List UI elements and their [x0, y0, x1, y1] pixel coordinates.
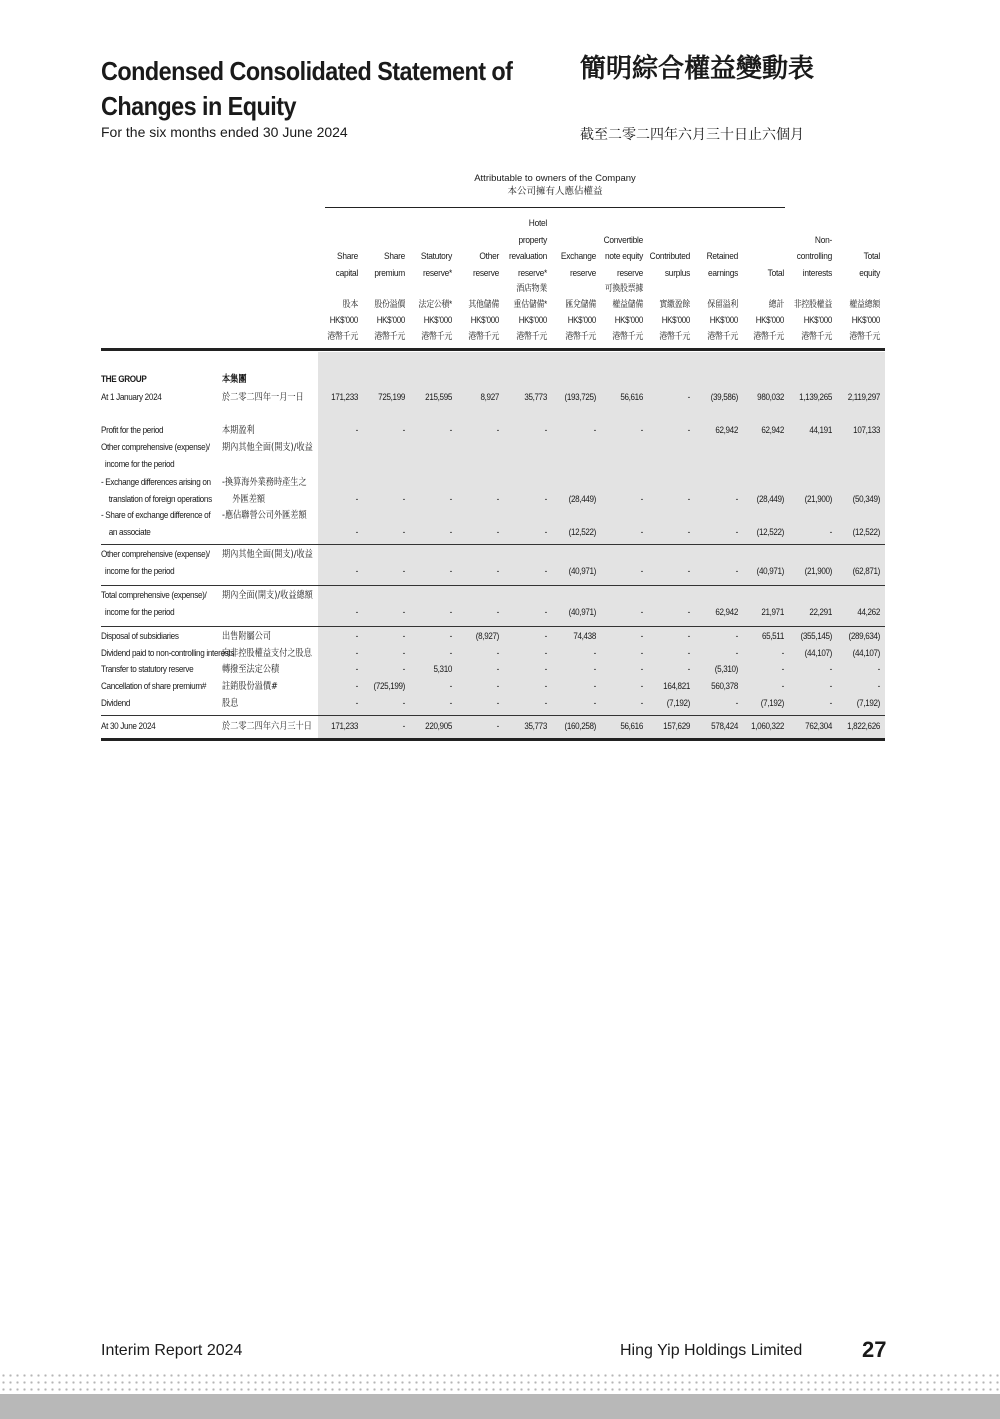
table-cell: 157,629 — [663, 721, 690, 732]
table-cell: (7,192) — [856, 698, 880, 709]
column-header-zh — [637, 296, 690, 344]
row-label-zh: 期內全面(開支)/收益總額 — [222, 590, 313, 601]
table-cell: - — [496, 606, 499, 618]
page-subtitle-zh: 截至二零二四年六月三十日止六個月 — [580, 127, 804, 143]
column-header-line: HK$'000 — [851, 315, 880, 325]
table-cell: - — [829, 664, 832, 675]
row-label-zh: 向非控股權益支付之股息 — [222, 648, 312, 659]
table-cell: - — [355, 698, 358, 709]
column-header-line: HK$'000 — [376, 315, 405, 325]
table-cell: - — [687, 526, 690, 538]
column-header-line: 實繳盈餘 — [659, 299, 690, 309]
row-label-zh: -應佔聯營公司外匯差額 — [222, 510, 307, 521]
column-header-line: Exchange — [560, 251, 596, 262]
column-header-en — [352, 212, 405, 282]
table-cell: - — [355, 565, 358, 577]
table-cell: - — [449, 648, 452, 659]
table-cell: 56,616 — [620, 721, 643, 732]
table-cell: - — [544, 493, 547, 505]
column-header-zh — [352, 296, 405, 344]
row-label-zh: -換算海外業務時產生之 外匯差額 — [222, 477, 307, 505]
table-cell: 62,942 — [715, 606, 738, 618]
column-header-line: 重估儲備* — [513, 299, 547, 309]
column-header-line: earnings — [708, 267, 738, 279]
table-cell: - — [735, 526, 738, 538]
column-header-line: HK$'000 — [423, 315, 452, 325]
column-header-line: Retained — [706, 251, 738, 262]
table-cell: - — [402, 493, 405, 505]
table-cell: - — [687, 392, 690, 403]
column-header-en — [827, 212, 880, 282]
table-cell: - — [544, 648, 547, 659]
column-header-en — [305, 212, 358, 282]
column-header-en — [494, 212, 547, 282]
table-cell: - — [687, 565, 690, 577]
table-cell: (725,199) — [373, 681, 405, 692]
table-cell: - — [687, 664, 690, 675]
table-cell: - — [593, 648, 596, 659]
column-header-line: 港幣千元 — [374, 331, 405, 341]
table-cell: (40,971) — [756, 565, 784, 577]
row-label-en: THE GROUP — [101, 374, 147, 385]
table-cell: - — [402, 606, 405, 618]
table-cell: (44,107) — [804, 648, 832, 659]
column-header-line: 非控股權益 — [793, 299, 832, 309]
table-cell: (40,971) — [568, 606, 596, 618]
table-cell: - — [402, 425, 405, 436]
table-cell: (193,725) — [564, 392, 596, 403]
table-cell: 62,942 — [761, 425, 784, 436]
column-header-line: reserve* — [517, 267, 547, 279]
row-label-en: Dividend paid to non-controlling interests — [101, 648, 235, 659]
table-rule — [101, 544, 885, 545]
column-header-zh — [685, 296, 738, 344]
table-cell: - — [402, 698, 405, 709]
page-title-zh: 簡明綜合權益變動表 — [580, 54, 815, 84]
column-header-line: 港幣千元 — [516, 331, 547, 341]
column-header-line: property — [518, 234, 547, 246]
attributable-zh: 本公司擁有人應佔權益 — [507, 186, 603, 197]
table-cell: 980,032 — [757, 392, 784, 403]
column-header-zh — [827, 296, 880, 344]
table-cell: 44,191 — [809, 425, 832, 436]
table-cell: - — [781, 664, 784, 675]
column-header-en — [731, 212, 784, 282]
column-header-line: 股本 — [342, 299, 358, 309]
table-cell: - — [640, 606, 643, 618]
table-cell: - — [640, 698, 643, 709]
column-header-line: premium — [374, 267, 405, 279]
table-cell: 215,595 — [425, 392, 452, 403]
table-cell: (160,258) — [564, 721, 596, 732]
table-cell: - — [449, 606, 452, 618]
table-cell: - — [781, 648, 784, 659]
table-cell: 22,291 — [809, 606, 832, 618]
row-label-zh: 出售附屬公司 — [222, 631, 272, 642]
table-cell: - — [593, 664, 596, 675]
column-header-zh — [543, 296, 596, 344]
column-header-zh — [446, 296, 499, 344]
table-cell: - — [355, 681, 358, 692]
table-cell: - — [735, 631, 738, 642]
column-header-line: 港幣千元 — [565, 331, 596, 341]
table-cell: (7,192) — [760, 698, 784, 709]
column-header-line: 港幣千元 — [659, 331, 690, 341]
row-label-zh: 期內其他全面(開支)/收益 — [222, 442, 313, 453]
column-header-line: 權益儲備 — [612, 299, 643, 309]
table-cell: - — [355, 631, 358, 642]
column-header-line: HK$'000 — [709, 315, 738, 325]
column-header-line: Statutory — [420, 251, 452, 262]
column-header-line: Other — [479, 251, 499, 262]
column-header-en — [446, 212, 499, 282]
table-cell: - — [544, 664, 547, 675]
column-header-line: 港幣千元 — [612, 331, 643, 341]
table-cell: 35,773 — [524, 721, 547, 732]
footer-company: Hing Yip Holdings Limited — [620, 1342, 803, 1359]
row-label-en: At 1 January 2024 — [101, 392, 162, 403]
table-cell: (8,927) — [475, 631, 499, 642]
table-cell: 2,119,297 — [847, 392, 880, 403]
column-header-line: HK$'000 — [614, 315, 643, 325]
table-cell: - — [640, 565, 643, 577]
column-header-line: 酒店物業 — [516, 283, 547, 293]
column-header-zh — [590, 280, 643, 344]
column-header-line: 港幣千元 — [468, 331, 499, 341]
table-cell: 171,233 — [331, 721, 358, 732]
attributable-header — [325, 172, 785, 198]
table-cell: - — [593, 425, 596, 436]
table-cell: 762,304 — [805, 721, 832, 732]
column-header-line: 保留溢利 — [707, 299, 738, 309]
table-cell: - — [829, 681, 832, 692]
row-label-en: Total comprehensive (expense)/ income for the period — [101, 590, 207, 618]
table-cell: (289,634) — [848, 631, 880, 642]
table-cell: 35,773 — [524, 392, 547, 403]
column-header-line: 權益總額 — [849, 299, 880, 309]
column-header-line: 法定公積* — [418, 299, 452, 309]
column-header-en — [590, 212, 643, 282]
table-cell: 107,133 — [853, 425, 880, 436]
table-cell: (50,349) — [852, 493, 880, 505]
table-cell: - — [544, 698, 547, 709]
row-label-zh: 本集團 — [222, 374, 247, 385]
table-cell: (21,900) — [804, 565, 832, 577]
page-subtitle-en: For the six months ended 30 June 2024 — [101, 124, 348, 140]
row-label-en: - Exchange differences arising on translation of foreign operations — [101, 477, 212, 505]
column-header-en — [543, 212, 596, 282]
table-cell: - — [402, 526, 405, 538]
table-cell: (40,971) — [568, 565, 596, 577]
column-header-line: Convertible — [603, 234, 643, 246]
column-header-line: 匯兌儲備 — [565, 299, 596, 309]
table-cell: 560,378 — [711, 681, 738, 692]
column-header-en — [685, 212, 738, 282]
column-header-zh — [305, 296, 358, 344]
table-cell: - — [355, 425, 358, 436]
row-label-en: At 30 June 2024 — [101, 721, 156, 732]
table-cell: (44,107) — [852, 648, 880, 659]
table-cell: - — [735, 648, 738, 659]
table-cell: 62,942 — [715, 425, 738, 436]
attributable-divider — [325, 207, 785, 208]
table-cell: - — [544, 425, 547, 436]
table-cell: - — [640, 681, 643, 692]
column-header-line: revaluation — [508, 251, 547, 262]
row-label-zh: 期內其他全面(開支)/收益 — [222, 549, 313, 560]
table-cell: - — [829, 526, 832, 538]
table-cell: 56,616 — [620, 392, 643, 403]
column-header-line: HK$'000 — [661, 315, 690, 325]
table-cell: - — [402, 664, 405, 675]
column-header-line: Contributed — [649, 251, 690, 262]
row-label-en: Profit for the period — [101, 425, 164, 436]
column-header-line: Total — [863, 251, 880, 262]
table-cell: - — [496, 565, 499, 577]
column-header-line: HK$'000 — [470, 315, 499, 325]
table-cell: - — [355, 664, 358, 675]
table-cell: - — [496, 493, 499, 505]
table-cell: 1,060,322 — [751, 721, 784, 732]
row-label-zh: 本期盈利 — [222, 425, 255, 436]
table-cell: 8,927 — [480, 392, 499, 403]
table-cell: - — [496, 425, 499, 436]
table-cell: - — [496, 681, 499, 692]
table-cell: 578,424 — [711, 721, 738, 732]
table-cell: - — [496, 664, 499, 675]
table-cell: - — [544, 565, 547, 577]
table-cell: - — [781, 681, 784, 692]
column-header-line: Non- — [814, 234, 832, 246]
table-cell: - — [735, 698, 738, 709]
table-cell: - — [544, 631, 547, 642]
table-cell: 1,139,265 — [799, 392, 832, 403]
table-cell: - — [355, 526, 358, 538]
column-header-line: 港幣千元 — [801, 331, 832, 341]
column-header-zh — [779, 296, 832, 344]
table-cell: 220,905 — [425, 721, 452, 732]
table-cell: (355,145) — [800, 631, 832, 642]
column-header-line: 港幣千元 — [421, 331, 452, 341]
table-rule — [101, 715, 885, 716]
column-header-line: HK$'000 — [329, 315, 358, 325]
table-cell: - — [877, 681, 880, 692]
column-header-line: HK$'000 — [803, 315, 832, 325]
column-header-zh — [399, 296, 452, 344]
footer-report: Interim Report 2024 — [101, 1342, 243, 1359]
table-rule — [101, 626, 885, 627]
column-header-line: HK$'000 — [567, 315, 596, 325]
table-cell: (62,871) — [852, 565, 880, 577]
column-header-line: Share — [337, 251, 358, 262]
column-header-zh — [731, 296, 784, 344]
table-cell: - — [402, 631, 405, 642]
row-label-en: Dividend — [101, 698, 131, 709]
table-cell: - — [449, 681, 452, 692]
table-cell: 5,310 — [433, 664, 452, 675]
table-cell: - — [355, 493, 358, 505]
table-cell: - — [593, 698, 596, 709]
table-rule — [101, 738, 885, 741]
table-cell: - — [449, 698, 452, 709]
column-header-line: reserve — [616, 267, 643, 279]
table-cell: - — [640, 631, 643, 642]
table-cell: (12,522) — [568, 526, 596, 538]
column-header-line: 可換股票據 — [604, 283, 643, 293]
table-cell: (12,522) — [852, 526, 880, 538]
table-cell: - — [449, 493, 452, 505]
row-label-en: Other comprehensive (expense)/ income for the period — [101, 549, 210, 577]
table-cell: - — [640, 664, 643, 675]
table-rule — [101, 585, 885, 586]
row-label-en: Other comprehensive (expense)/ income for the period — [101, 442, 210, 470]
table-cell: 171,233 — [331, 392, 358, 403]
table-cell: - — [496, 526, 499, 538]
column-header-line: controlling — [796, 251, 832, 262]
table-cell: (39,586) — [710, 392, 738, 403]
table-rule — [101, 348, 885, 351]
column-header-line: 港幣千元 — [327, 331, 358, 341]
row-label-zh: 於二零二四年六月三十日 — [222, 721, 312, 732]
column-header-line: Hotel — [528, 218, 547, 229]
column-header-line: Share — [384, 251, 405, 262]
table-cell: - — [449, 425, 452, 436]
column-header-en — [399, 212, 452, 282]
column-header-en — [779, 212, 832, 282]
column-header-line: reserve — [569, 267, 596, 279]
row-label-zh: 股息 — [222, 698, 239, 709]
table-cell: 44,262 — [857, 606, 880, 618]
column-header-line: 其他儲備 — [468, 299, 499, 309]
table-cell: 164,821 — [663, 681, 690, 692]
table-cell: - — [640, 648, 643, 659]
table-cell: 725,199 — [378, 392, 405, 403]
table-cell: - — [402, 565, 405, 577]
column-header-line: equity — [859, 267, 880, 279]
page-title-en: Condensed Consolidated Statement of Changes in Equity — [101, 56, 513, 121]
table-cell: - — [640, 493, 643, 505]
row-label-en: Transfer to statutory reserve — [101, 664, 194, 675]
row-label-en: Disposal of subsidiaries — [101, 631, 179, 642]
table-cell: - — [496, 698, 499, 709]
table-cell: - — [449, 565, 452, 577]
column-header-line: interests — [802, 267, 832, 279]
table-cell: - — [593, 681, 596, 692]
column-header-line: surplus — [664, 267, 690, 279]
table-cell: - — [687, 631, 690, 642]
column-header-line: 港幣千元 — [707, 331, 738, 341]
table-cell: - — [544, 606, 547, 618]
column-header-line: 總計 — [768, 299, 784, 309]
column-header-line: reserve* — [422, 267, 452, 279]
column-header-en — [637, 212, 690, 282]
column-header-line: 港幣千元 — [753, 331, 784, 341]
table-cell: - — [877, 664, 880, 675]
table-cell: - — [402, 721, 405, 732]
table-cell: (12,522) — [756, 526, 784, 538]
attributable-en: Attributable to owners of the Company — [474, 173, 636, 184]
column-header-zh — [494, 280, 547, 344]
table-cell: - — [687, 606, 690, 618]
table-cell: 1,822,626 — [847, 721, 880, 732]
table-cell: - — [687, 493, 690, 505]
table-cell: 65,511 — [761, 631, 784, 642]
table-cell: (5,310) — [714, 664, 738, 675]
table-cell: - — [544, 681, 547, 692]
table-cell: - — [496, 721, 499, 732]
table-cell: 21,971 — [761, 606, 784, 618]
table-cell: - — [687, 425, 690, 436]
table-cell: - — [449, 631, 452, 642]
table-cell: (28,449) — [568, 493, 596, 505]
row-label-zh: 註銷股份溢價# — [222, 681, 278, 692]
column-header-line: HK$'000 — [755, 315, 784, 325]
column-header-line: capital — [335, 267, 358, 279]
table-cell: - — [640, 425, 643, 436]
table-cell: - — [640, 526, 643, 538]
table-cell: - — [355, 606, 358, 618]
table-cell: (21,900) — [804, 493, 832, 505]
column-header-line: HK$'000 — [518, 315, 547, 325]
table-cell: 74,438 — [573, 631, 596, 642]
column-header-line: 港幣千元 — [849, 331, 880, 341]
row-label-zh: 於二零二四年一月一日 — [222, 392, 304, 403]
table-cell: - — [687, 648, 690, 659]
table-cell: (7,192) — [666, 698, 690, 709]
footer-dot-pattern — [0, 1372, 1000, 1392]
table-cell: - — [735, 493, 738, 505]
column-header-line: 股份溢價 — [374, 299, 405, 309]
column-header-line: reserve — [472, 267, 499, 279]
table-cell: - — [355, 648, 358, 659]
table-cell: (28,449) — [756, 493, 784, 505]
table-cell: - — [449, 526, 452, 538]
table-cell: - — [544, 526, 547, 538]
column-header-line: Total — [767, 267, 784, 279]
row-label-en: - Share of exchange difference of an associate — [101, 510, 211, 538]
column-header-line: note equity — [604, 251, 643, 262]
page-number: 27 — [862, 1337, 887, 1362]
table-cell: - — [496, 648, 499, 659]
table-cell: - — [402, 648, 405, 659]
row-label-en: Cancellation of share premium# — [101, 681, 207, 692]
row-label-zh: 轉撥至法定公積 — [222, 664, 280, 675]
table-cell: - — [829, 698, 832, 709]
footer-bar — [0, 1394, 1000, 1419]
table-cell: - — [735, 565, 738, 577]
